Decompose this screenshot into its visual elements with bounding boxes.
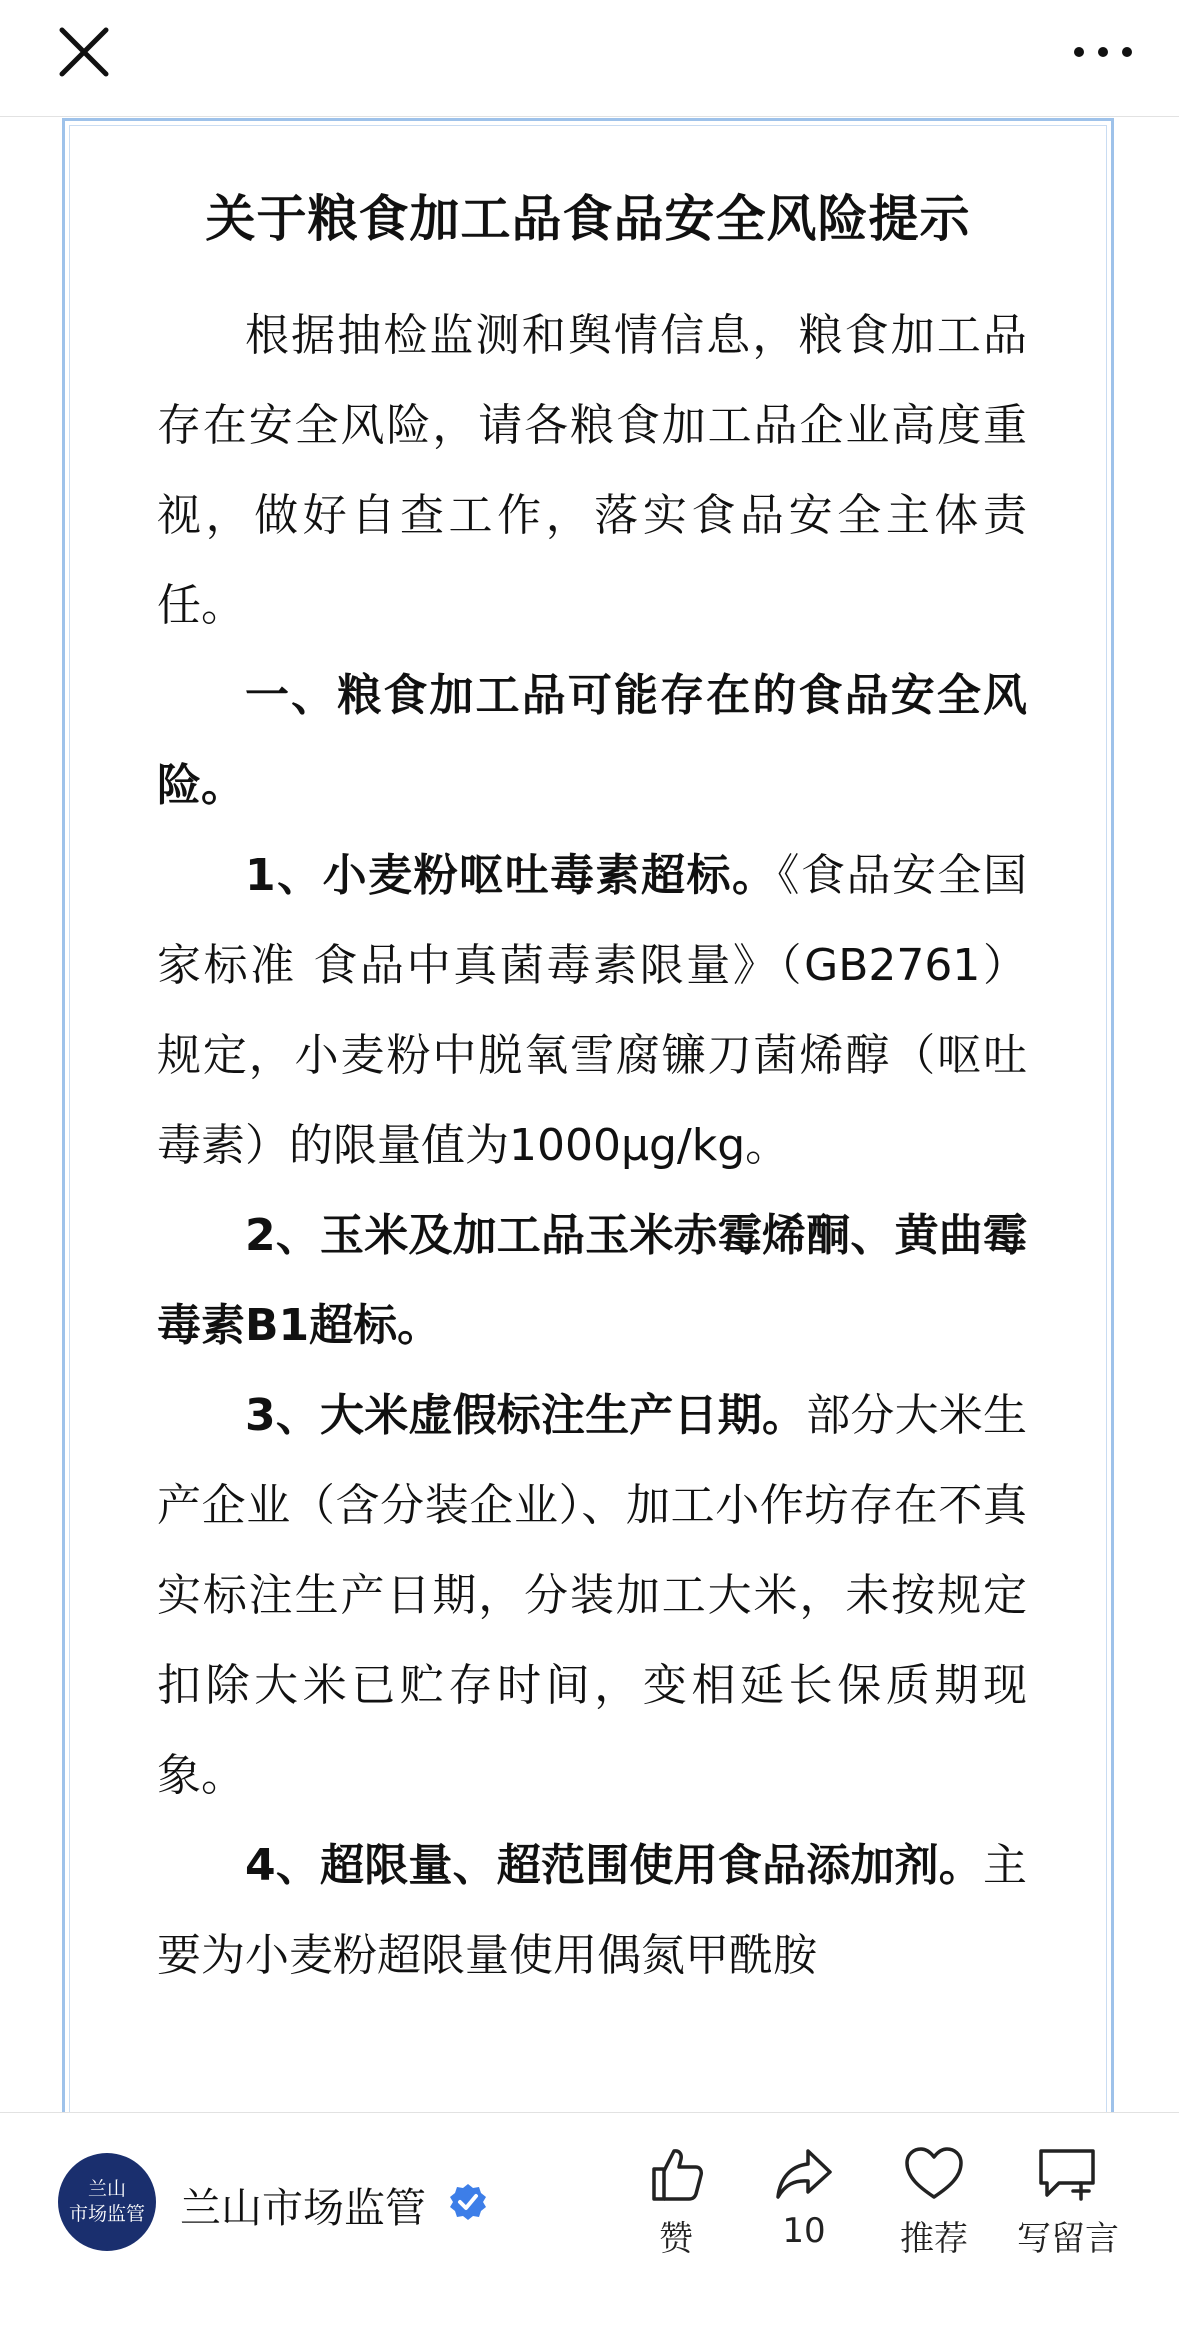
top-bar <box>0 0 1179 117</box>
comment-label: 写留言 <box>1017 2219 1119 2259</box>
item-4-paragraph <box>157 1821 1027 2001</box>
item-2-heading: 2、玉米及加工品玉米赤霉烯酮、黄曲霉毒素B1超标。 <box>157 1210 1027 1351</box>
item-1-body: 《食品安全国家标准 食品中真菌毒素限量》（GB2761）规定，小麦粉中脱氧雪腐镰刀菌烯醇（呕吐毒素）的限量值为1000μg/kg。 <box>157 850 1027 1171</box>
thumbs-up-icon <box>646 2145 706 2203</box>
item-3-paragraph <box>157 1371 1027 1821</box>
section-heading: 一、粮食加工品可能存在的食品安全风险。 <box>157 670 1027 811</box>
item-3-heading: 3、大米虚假标注生产日期。 <box>245 1390 807 1441</box>
like-button[interactable] <box>616 2145 736 2260</box>
close-icon <box>52 20 116 84</box>
share-icon <box>774 2145 834 2203</box>
article-frame <box>62 118 1114 2112</box>
item-1-heading: 1、小麦粉呕吐毒素超标。 <box>245 850 778 901</box>
close-button[interactable] <box>52 20 116 84</box>
bottom-action-bar <box>0 2112 1179 2326</box>
article-body <box>157 291 1027 2001</box>
verified-icon <box>448 2182 488 2222</box>
account-name[interactable]: 兰山市场监管 <box>180 2184 426 2232</box>
comment-add-icon <box>1035 2145 1101 2203</box>
item-4-heading: 4、超限量、超范围使用食品添加剂。 <box>245 1840 983 1891</box>
heart-icon <box>903 2145 965 2203</box>
item-3-body: 部分大米生产企业（含分装企业）、加工小作坊存在不真实标注生产日期，分装加工大米，未按规定扣除大米已贮存时间，变相延长保质期现象。 <box>157 1390 1027 1801</box>
recommend-label: 推荐 <box>900 2219 968 2259</box>
intro-paragraph: 根据抽检监测和舆情信息，粮食加工品存在安全风险，请各粮食加工品企业高度重视，做好自查工作，落实食品安全主体责任。 <box>157 310 1027 631</box>
recommend-button[interactable] <box>874 2145 994 2260</box>
avatar-text-line2: 市场监管 <box>68 2203 145 2225</box>
avatar-text-line1: 兰山 <box>87 2178 126 2200</box>
more-options-button[interactable] <box>1067 28 1139 76</box>
item-1-paragraph <box>157 831 1027 1191</box>
item-4-body: 主要为小麦粉超限量使用偶氮甲酰胺 <box>157 1840 1027 1981</box>
article-title: 关于粮食加工品食品安全风险提示 <box>205 190 971 248</box>
share-button[interactable] <box>744 2145 864 2251</box>
like-label: 赞 <box>659 2219 693 2259</box>
share-count: 10 <box>782 2211 826 2251</box>
more-icon <box>1067 28 1139 76</box>
comment-button[interactable] <box>1003 2145 1133 2260</box>
avatar[interactable] <box>58 2153 156 2251</box>
